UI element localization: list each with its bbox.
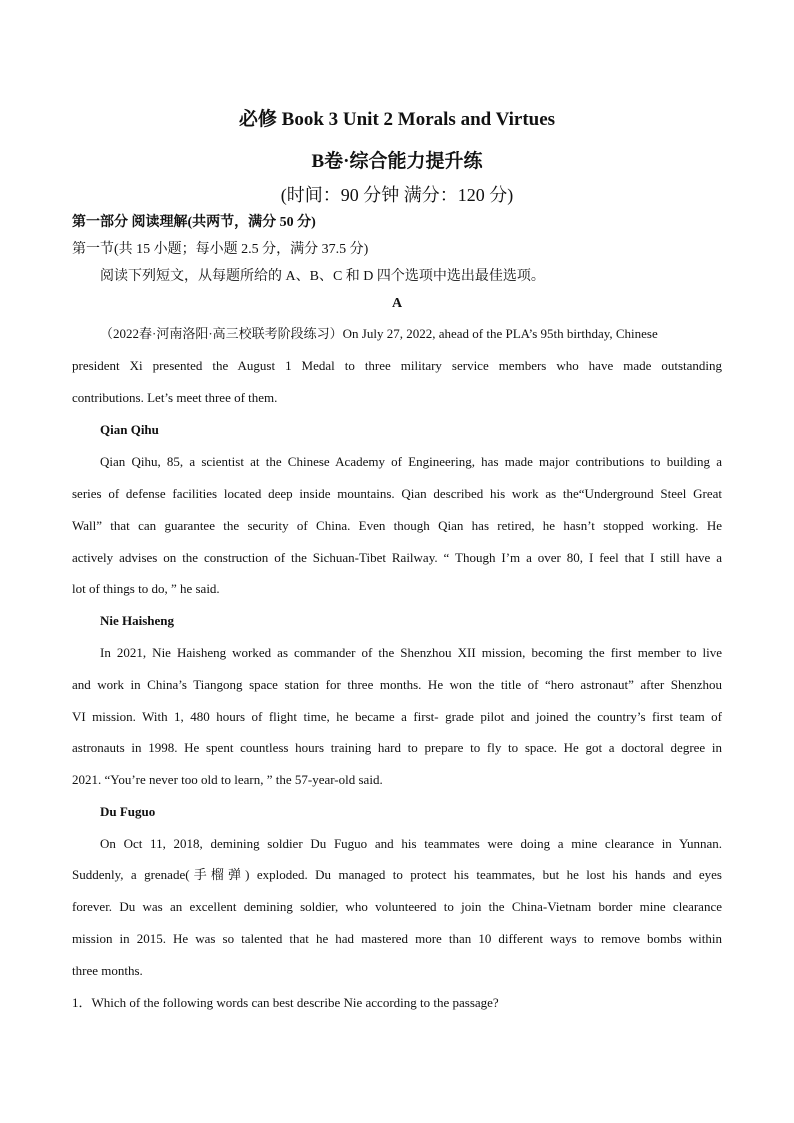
passage-label: A <box>391 296 403 311</box>
document-subtitle: B卷·综合能力提升练 <box>311 151 483 172</box>
part-heading: 第一部分 阅读理解(共两节，满分 50 分) <box>72 215 316 230</box>
time-info: (时间：90 分钟 满分：120 分) <box>280 185 514 205</box>
passage-line: Qian Qihu, 85, a scientist at the Chinese Academy of Engineering, has made major contributions to building a <box>100 454 722 469</box>
passage-line: president Xi presented the August 1 Medal to three military service members who have made outstanding <box>72 358 722 373</box>
question-text: 1．Which of the following words can best describe Nie according to the passage? <box>72 995 499 1010</box>
passage-line: three months. <box>72 963 143 978</box>
instructions: 阅读下列短文，从每题所给的 A、B、C 和 D 四个选项中选出最佳选项。 <box>100 269 545 284</box>
passage-line: series of defense facilities located deep inside mountains. Qian described his work as the“Underground Steel Great <box>72 486 722 501</box>
passage-line: （2022春·河南洛阳·高三校联考阶段练习）On July 27, 2022, ahead of the PLA’s 95th birthday, Chinese <box>100 326 658 341</box>
passage-line: Wall” that can guarantee the security of China. Even though Qian has retired, he hasn’t stopped working. He <box>72 518 722 533</box>
person-heading: Qian Qihu <box>100 422 159 437</box>
passage-line: forever. Du was an excellent demining soldier, who volunteered to join the China-Vietnam border mine clearance <box>72 899 722 914</box>
passage-line: lot of things to do, ” he said. <box>72 581 220 596</box>
passage-line: In 2021, Nie Haisheng worked as commander of the Shenzhou XII mission, becoming the first member to live <box>100 645 722 660</box>
person-heading: Nie Haisheng <box>100 613 175 628</box>
passage-line: contributions. Let’s meet three of them. <box>72 390 278 405</box>
passage-line: actively advises on the construction of the Sichuan-Tibet Railway. “ Though I’m a over 80, I feel that I still have a <box>72 550 722 565</box>
passage-line: mission in 2015. He was so talented that he had mastered more than 10 different ways to remove bombs within <box>72 931 722 946</box>
person-heading: Du Fuguo <box>100 804 156 819</box>
passage-line: Suddenly, a grenade(手榴弹) exploded. Du managed to protect his teammates, but he lost his hands and eyes <box>72 867 722 882</box>
passage-line: On Oct 11, 2018, demining soldier Du Fuguo and his teammates were doing a mine clearance in Yunnan. <box>100 836 722 851</box>
document-title: 必修 Book 3 Unit 2 Morals and Virtues <box>238 109 556 130</box>
passage-line: 2021. “You’re never too old to learn, ” the 57-year-old said. <box>72 772 383 787</box>
passage-line: and work in China’s Tiangong space station for three months. He won the title of “hero astronaut” after Shenzhou <box>72 677 722 692</box>
passage-line: VI mission. With 1, 480 hours of flight time, he became a first- grade pilot and joined the country’s first team of <box>72 709 722 724</box>
passage-line: astronauts in 1998. He spent countless hours training hard to prepare to fly to space. He got a doctoral degree in <box>72 740 722 755</box>
subsection-heading: 第一节(共 15 小题；每小题 2.5 分，满分 37.5 分) <box>72 242 369 257</box>
